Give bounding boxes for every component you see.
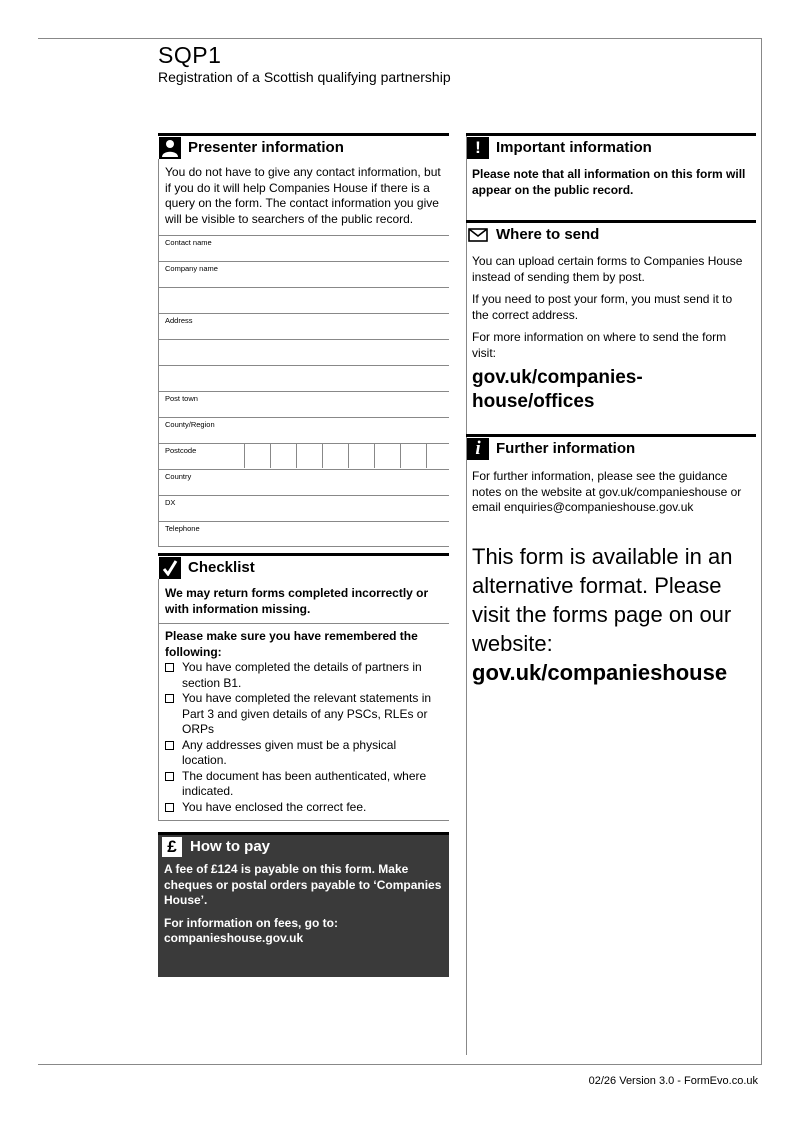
country-label: Country [165, 472, 192, 481]
checkmark-icon [159, 557, 181, 579]
presenter-intro-text: You do not have to give any contact information, but if you do it will help Companies House if there is a query on the form. The contact information you give will be visible to searchers of the public record. [165, 165, 441, 226]
county-label: County/Region [165, 420, 215, 429]
where-to-send-title: Where to send [496, 226, 600, 243]
checklist-item-text: The document has been authenticated, where indicated. [182, 768, 427, 798]
postcode-cell[interactable] [374, 444, 397, 468]
important-text: Please note that all information on this form will appear on the public record. [472, 167, 746, 197]
checkbox[interactable] [165, 694, 174, 703]
county-field[interactable] [158, 417, 449, 443]
checklist-item[interactable] [165, 738, 443, 769]
post-town-field[interactable] [158, 391, 449, 417]
checklist-item-text: You have completed the relevant statements in Part 3 and given details of any PSCs, RLEs or ORPs [182, 691, 432, 736]
info-icon: i [467, 438, 489, 460]
dx-field[interactable] [158, 495, 449, 521]
version-footer: 02/26 Version 3.0 - FormEvo.co.uk [588, 1075, 758, 1087]
post-text: If you need to post your form, you must send it to the correct address. [472, 292, 733, 322]
checkbox[interactable] [165, 803, 174, 812]
presenter-fields [158, 235, 449, 547]
company-name-field-line2[interactable] [158, 287, 449, 313]
dx-label: DX [165, 498, 176, 507]
checklist-title: Checklist [188, 559, 255, 576]
where-to-send-header [466, 220, 756, 246]
postcode-cell[interactable] [426, 444, 449, 468]
checklist-item[interactable] [165, 691, 443, 738]
checklist-item[interactable] [165, 800, 443, 816]
form-code: SQP1 [158, 42, 222, 68]
checklist-item-text: You have enclosed the correct fee. [182, 799, 367, 814]
page-frame-bottom [38, 1064, 762, 1065]
presenter-header [158, 133, 449, 159]
contact-name-label: Contact name [165, 238, 212, 247]
how-to-pay-title: How to pay [190, 838, 271, 855]
person-icon [159, 137, 181, 159]
company-name-label: Company name [165, 264, 218, 273]
checklist-body [158, 624, 449, 821]
checkbox[interactable] [165, 741, 174, 750]
postcode-cell[interactable] [270, 444, 293, 468]
checkbox[interactable] [165, 663, 174, 672]
country-field[interactable] [158, 469, 449, 495]
postcode-label: Postcode [165, 446, 197, 455]
upload-text: You can upload certain forms to Companies House instead of sending them by post. [472, 254, 743, 284]
how-to-pay-body [158, 858, 449, 977]
alt-format-text: This form is available in an alternative format. Please visit the forms page on our website: [472, 543, 733, 656]
right-column [466, 133, 756, 687]
fee-info-link[interactable]: companieshouse.gov.uk [164, 931, 304, 945]
exclamation-icon: ! [467, 137, 489, 159]
offices-link[interactable]: gov.uk/companies-house/offices [472, 367, 643, 412]
presenter-intro [158, 159, 449, 235]
fee-info-text: For information on fees, go to: [164, 915, 338, 930]
postcode-cell[interactable] [244, 444, 267, 468]
postcode-cell[interactable] [348, 444, 371, 468]
presenter-title: Presenter information [188, 139, 344, 156]
page-frame-top [38, 38, 762, 39]
important-header [466, 133, 756, 159]
postcode-cell[interactable] [322, 444, 345, 468]
address-label: Address [165, 316, 193, 325]
checkbox[interactable] [165, 772, 174, 781]
fee-text: A fee of £124 is payable on this form. Make cheques or postal orders payable to ‘Companies House’. [164, 862, 442, 907]
form-title: Registration of a Scottish qualifying partnership [158, 69, 451, 85]
left-column [158, 133, 449, 977]
postcode-cell[interactable] [400, 444, 423, 468]
telephone-field[interactable] [158, 521, 449, 547]
company-name-field[interactable] [158, 261, 449, 287]
postcode-field[interactable] [158, 443, 449, 469]
postcode-cells [241, 444, 449, 470]
post-town-label: Post town [165, 394, 198, 403]
further-info-header [466, 434, 756, 460]
where-to-send-body [466, 246, 756, 422]
more-info-text: For more information on where to send the form visit: [472, 330, 727, 360]
how-to-pay-header [158, 832, 449, 858]
checklist-warning: We may return forms completed incorrectly or with information missing. [158, 579, 449, 624]
address-field-line3[interactable] [158, 365, 449, 391]
page-frame-right [761, 38, 762, 1065]
how-to-pay-panel [158, 832, 449, 977]
checklist-item-text: You have completed the details of partners in section B1. [182, 660, 422, 690]
checklist-header [158, 553, 449, 579]
postcode-cell[interactable] [296, 444, 319, 468]
contact-name-field[interactable] [158, 235, 449, 261]
checklist-item-text: Any addresses given must be a physical location. [182, 737, 397, 767]
envelope-icon [467, 224, 489, 246]
pound-icon: £ [162, 837, 182, 857]
address-field[interactable] [158, 313, 449, 339]
forms-page-link[interactable]: gov.uk/companieshouse [472, 659, 728, 685]
checklist-item[interactable] [165, 660, 443, 691]
address-field-line2[interactable] [158, 339, 449, 365]
further-info-text: For further information, please see the guidance notes on the website at gov.uk/companieshouse or email enquiries@companieshouse.gov.uk [472, 469, 742, 514]
important-title: Important information [496, 139, 652, 156]
telephone-label: Telephone [165, 524, 200, 533]
checklist-item[interactable] [165, 769, 443, 800]
checklist-lead: Please make sure you have remembered the following: [165, 629, 418, 659]
further-info-title: Further information [496, 440, 636, 457]
